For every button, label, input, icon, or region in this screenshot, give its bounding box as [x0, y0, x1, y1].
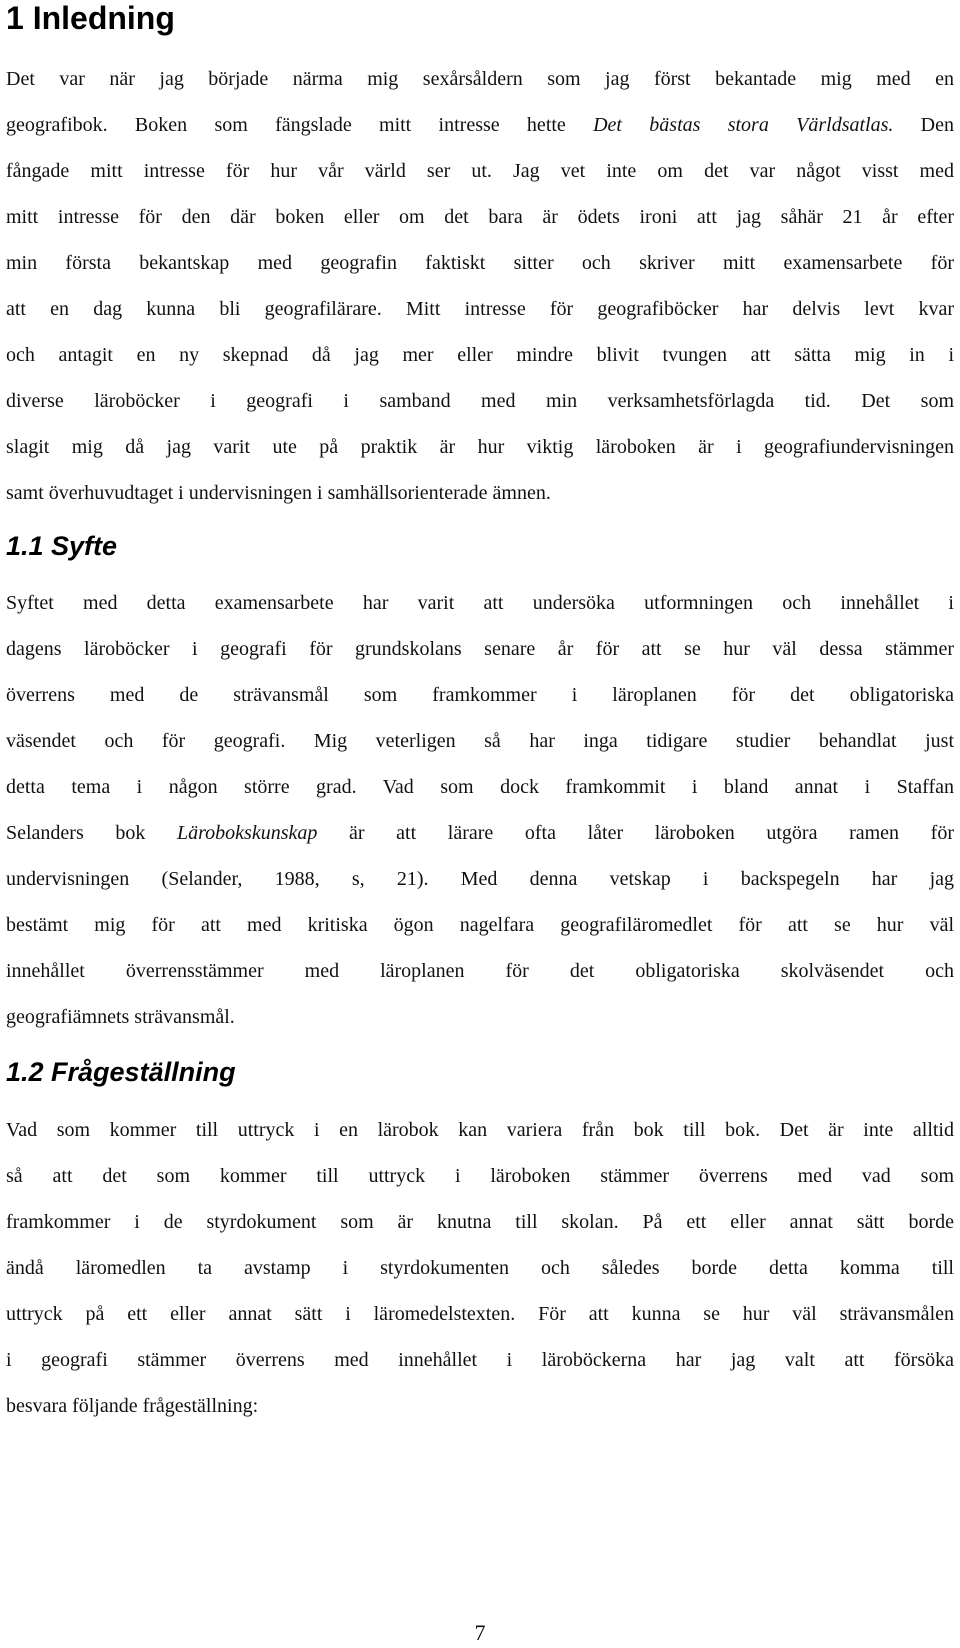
text-line: väsendet och för geografi. Mig veterligen så har inga tidigare studier behandlat just — [6, 730, 954, 752]
section-heading-fragestallning: 1.2 Frågeställning — [6, 1057, 236, 1087]
page-number: 7 — [474, 1620, 486, 1645]
text-line: detta tema i någon större grad. Vad som dock framkommit i bland annat i Staffan — [6, 776, 954, 798]
text-line: geografibok. Boken som fängslade mitt intresse hette Det bästas stora Världsatlas. Den — [6, 114, 954, 136]
text-line: att en dag kunna bli geografilärare. Mitt intresse för geografiböcker har delvis levt kvar — [6, 298, 954, 320]
syfte-paragraph — [6, 580, 954, 1040]
intro-paragraph — [6, 56, 954, 516]
book-title: Det bästas stora Världsatlas. — [593, 114, 894, 136]
text-line: Vad som kommer till uttryck i en lärobok kan variera från bok till bok. Det är inte alltid — [6, 1119, 954, 1141]
chapter-heading: 1 Inledning — [6, 0, 175, 36]
text-line: undervisningen (Selander, 1988, s, 21). Med denna vetskap i backspegeln har jag — [6, 868, 954, 890]
text-line: uttryck på ett eller annat sätt i läromedelstexten. För att kunna se hur väl strävansmålen — [6, 1303, 954, 1325]
text-line: så att det som kommer till uttryck i läroboken stämmer överrens med vad som — [6, 1165, 954, 1187]
fragestallning-paragraph — [6, 1107, 954, 1429]
text-line: Selanders bok Lärobokskunskap är att lärare ofta låter läroboken utgöra ramen för — [6, 822, 954, 844]
text-line: slagit mig då jag varit ute på praktik är hur viktig läroboken är i geografiundervisningen — [6, 436, 954, 458]
text-line: bestämt mig för att med kritiska ögon nagelfara geografiläromedlet för att se hur väl — [6, 914, 954, 936]
text-line: Det var när jag började närma mig sexårsåldern som jag först bekantade mig med en — [6, 68, 954, 90]
text-line: dagens läroböcker i geografi för grundskolans senare år för att se hur väl dessa stämmer — [6, 638, 954, 660]
text-line: samt överhuvudtaget i undervisningen i samhällsorienterade ämnen. — [6, 482, 551, 504]
section-heading-syfte: 1.1 Syfte — [6, 531, 118, 561]
text-line: mitt intresse för den där boken eller om det bara är ödets ironi att jag såhär 21 år efter — [6, 206, 954, 228]
text-line: och antagit en ny skepnad då jag mer eller mindre blivit tvungen att sätta mig in i — [6, 344, 954, 366]
text-line: geografiämnets strävansmål. — [6, 1006, 235, 1028]
text-line: diverse läroböcker i geografi i samband med min verksamhetsförlagda tid. Det som — [6, 390, 954, 412]
text-line: Syftet med detta examensarbete har varit att undersöka utformningen och innehållet i — [6, 592, 954, 614]
text-line: besvara följande frågeställning: — [6, 1395, 259, 1417]
text-line: min första bekantskap med geografin faktiskt sitter och skriver mitt examensarbete för — [6, 252, 954, 274]
book-title: Lärobokskunskap — [177, 822, 318, 844]
text-line: framkommer i de styrdokument som är knutna till skolan. På ett eller annat sätt borde — [6, 1211, 954, 1233]
text-line: överrens med de strävansmål som framkommer i läroplanen för det obligatoriska — [6, 684, 954, 706]
text-line: innehållet överrensstämmer med läroplanen för det obligatoriska skolväsendet och — [6, 960, 954, 982]
text-line: i geografi stämmer överrens med innehållet i läroböckerna har jag valt att försöka — [6, 1349, 954, 1371]
text-line: ändå läromedlen ta avstamp i styrdokumenten och således borde detta komma till — [6, 1257, 954, 1279]
text-line: fångade mitt intresse för hur vår värld ser ut. Jag vet inte om det var något visst med — [6, 160, 954, 182]
